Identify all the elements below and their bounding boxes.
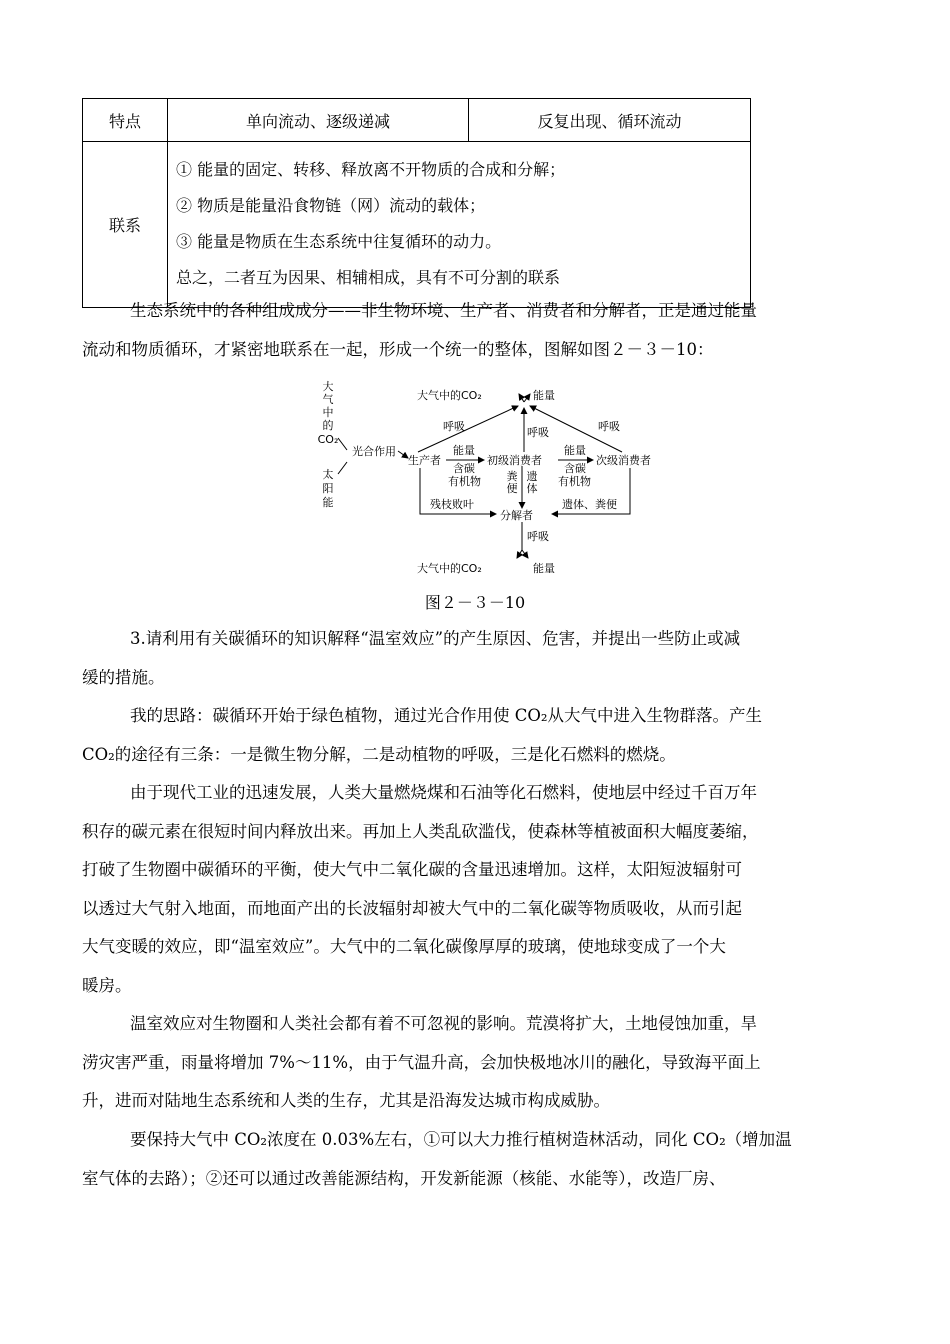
comparison-table [82,98,751,308]
impact-paragraph: 温室效应对生物圈和人类社会都有着不可忽视的影响。荒漠将扩大，土地侵蚀加重，旱 涝灾害严重，雨量将增加 7%～11%，由于气温升高，会加快极地冰川的融化，导致海平面上 升，进而对陆地生态系统和人类的生存，尤其是沿海发达城市构成威胁。 [82,1014,761,1110]
relation-line: 总之，二者互为因果、相辅相成，具有不可分割的联系 [176,267,561,287]
arrow-line [517,550,522,558]
carbon-label: 含碳 [564,462,586,475]
svg-text:太: 太 [322,468,334,481]
relation-line: ③ 能量是物质在生态系统中往复循环的动力。 [176,231,502,251]
bottom-co2-label: 大气中的CO₂ [417,562,482,575]
cause-paragraph: 由于现代工业的迅速发展，人类大量燃烧煤和石油等化石燃料，使地层中经过千百万年 积存的碳元素在很短时间内释放出来。再加上人类乱砍滥伐，使森林等植被面积大幅度萎缩， 打破了生物圈中碳循环的平衡，使大气中二氧化碳的含量迅速增加。这样，太阳短波辐射可 以透过大气射入地面，而地面产出的长波辐射却被大气中的二氧化碳等物质吸收，从而引起 大气变暖的效应，即“温室效应”。大气中的二氧化碳像厚厚的玻璃，使地球变成了一个大 暖房。 [82,783,759,995]
svg-text:粪: 粪 [506,470,518,483]
respiration-label: 呼吸 [443,420,465,433]
svg-text:的: 的 [322,419,334,432]
row-label-features: 特点 [83,99,168,142]
litter-label: 残枝败叶 [430,498,474,511]
relation-line: ① 能量的固定、转移、释放离不开物质的合成和分解； [176,159,566,179]
arrow-line [338,462,347,474]
secondary-consumer-label: 次级消费者 [596,454,651,467]
decomposer-label: 分解者 [500,509,533,522]
remains-label [527,469,538,495]
arrow-line [524,394,530,402]
carbon-label: 含碳 [453,462,475,475]
sun-label [323,467,334,509]
respiration-label: 呼吸 [527,530,549,543]
primary-consumer-label: 初级消费者 [487,454,542,467]
energy-flow-label: 能量 [453,444,475,457]
organic-matter-label: 有机物 [448,475,481,488]
atmosphere-label [318,380,339,446]
respiration-label: 呼吸 [598,420,620,433]
energy-flow-label: 能量 [564,444,586,457]
organic-matter-label: 有机物 [558,475,591,488]
bottom-energy-label: 能量 [533,562,555,575]
question-paragraph: 3.请利用有关碳循环的知识解释“温室效应”的产生原因、危害，并提出一些防止或减 缓的措施。 [82,629,741,687]
table-row [83,99,751,142]
svg-text:能: 能 [322,496,334,509]
matter-feature-cell: 反复出现、循环流动 [469,99,751,142]
remains-feces-label: 遗体、粪便 [562,498,617,511]
svg-text:遗: 遗 [526,470,538,483]
arrow-line [522,550,528,558]
row-label-relation: 联系 [83,142,168,308]
svg-text:阳: 阳 [322,482,334,495]
thinking-paragraph: 我的思路：碳循环开始于绿色植物，通过光合作用使 CO₂从大气中进入生物群落。产生 CO₂的途径有三条：一是微生物分解，二是动植物的呼吸，三是化石燃料的燃烧。 [82,706,763,764]
figure-caption: 图２－３－10 [424,593,526,612]
svg-text:中: 中 [322,406,334,419]
energy-feature-cell: 单向流动、逐级递减 [168,99,469,142]
top-co2-label: 大气中的CO₂ [417,389,482,402]
arrow-line [519,394,524,402]
relation-cell [168,142,751,308]
svg-text:便: 便 [506,482,518,495]
table-row [83,142,751,308]
respiration-label: 呼吸 [527,426,549,439]
intro-paragraph: 生态系统中的各种组成成分——非生物环境、生产者、消费者和分解者，正是通过能量 流动和物质循环，才紧密地联系在一起，形成一个统一的整体，图解如图２－３－10： [82,301,757,359]
ecosystem-diagram [300,380,680,580]
measures-paragraph: 要保持大气中 CO₂浓度在 0.03%左右，①可以大力推行植树造林活动，同化 CO₂（增加温 室气体的去路）；②还可以通过改善能源结构，开发新能源（核能、水能等），改造厂房、 [82,1130,792,1188]
relation-line: ② 物质是能量沿食物链（网）流动的载体； [176,195,486,215]
photosynthesis-label: 光合作用 [352,445,396,458]
producer-label: 生产者 [408,454,441,467]
svg-text:体: 体 [526,482,538,495]
top-energy-label: 能量 [533,389,555,402]
svg-text:CO₂: CO₂ [317,433,339,446]
feces-label [507,469,519,495]
svg-text:大: 大 [322,380,334,393]
svg-text:气: 气 [322,393,334,406]
arrow-line [398,451,408,458]
arrow-line [338,438,347,450]
